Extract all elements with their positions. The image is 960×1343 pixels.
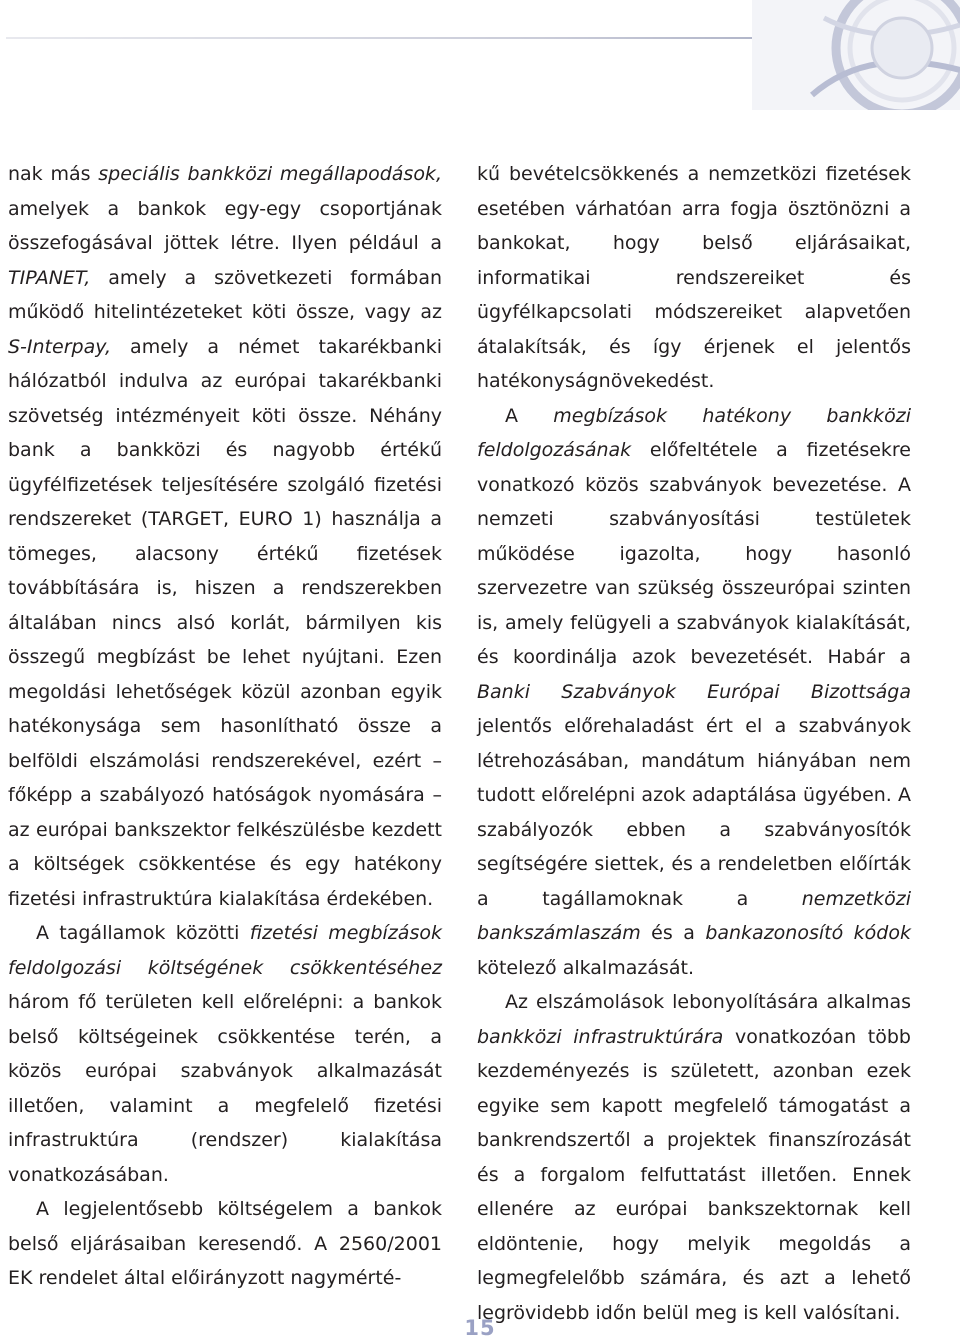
left-text-column: [8, 157, 442, 1296]
right-paragraph-2: A megbízások hatékony bankközi feldolgozásának előfeltétele a fizetésekre vonatkozó közös szabványok bevezetése. A nemzeti szabványosítási testületek működése igazolta, hogy hasonló szervezetre van szükség összeurópai szinten is, amely felügyeli a szabványok kialakítását, és koordinálja azok bevezetését. Habár a Banki Szabványok Európai Bizottsága jelentős előrehaladást ért el a szabványok létrehozásában, mandátum hiányában nem tudott előrelépni azok adaptálása ügyében. A szabályozók ebben a szabványosítók segítségére siettek, és a rendeletben előírták a tagállamoknak a nemzetközi bankszámlaszám és a bankazonosító kódok kötelező alkalmazását.: [477, 404, 911, 979]
right-paragraph-3: Az elszámolások lebonyolítására alkalmas bankközi infrastruktúrára vonatkozóan több kezdeményezés is született, azonban ezek egyike sem kapott megfelelő támogatást a bankrendszertől a projektek finanszírozását és a forgalom felfuttatást illetően. Ennek ellenére az európai bankszektornak kell eldöntenie, hogy melyik megoldás a legmegfelelőbb számára, és azt a lehető legrövidebb időn belül meg is kell valósítani.: [477, 991, 911, 1324]
right-paragraph-1: kű bevételcsökkenés a nemzetközi fizetések esetében várhatóan arra fogja ösztönözni a bankokat, hogy belső eljárásaikat, informatikai rendszereiket és ügyfélkapcsolati módszereiket alapvetően átalakítsák, és így érjenek el jelentős hatékonyságnövekedést.: [477, 163, 911, 392]
left-paragraph-3: A legjelentősebb költségelem a bankok belső eljárásaiban keresendő. A 2560/2001 EK rendelet által előirányzott nagymérté-: [8, 1198, 442, 1289]
left-paragraph-1: nak más speciális bankközi megállapodások, amelyek a bankok egy-egy csoportjának összefogásával jöttek létre. Ilyen például a TIPANET, amely a szövetkezeti formában működő hitelintézeteket köti össze, vagy az S-Interpay, amely a német takarékbanki hálózatból indulva az európai takarékbanki szövetség intézményeit köti össze. Néhány bank a bankközi és nagyobb értékű ügyfélfizetések teljesítésére szolgáló fizetési rendszereket (TARGET, EURO 1) használja a tömeges, alacsony értékű fizetések továbbítására is, hiszen a rendszerekben általában nincs alsó korlát, bármilyen kis összegű megbízást be lehet nyújtani. Ezen megoldási lehetőségek közül azonban egyik hatékonysága sem hasonlítható össze a belföldi elszámolási rendszerekével, ezért – főképp a szabályozó hatóságok nyomására – az európai bankszektor felkészülésbe kezdett a költségek csökkentése és egy hatékony fizetési infrastruktúra kialakítása érdekében.: [8, 163, 442, 910]
right-text-column: [477, 157, 911, 1330]
header-rule: [6, 37, 786, 39]
left-paragraph-2: A tagállamok közötti fizetési megbízások feldolgozási költségének csökkentéséhez három fő területen kell előrelépni: a bankok belső költségeinek csökkentése terén, a közös európai szabványok alkalmazását illetően, valamint a megfelelő fizetési infrastruktúra (rendszer) kialakítása vonatkozásában.: [8, 922, 442, 1186]
logo-emblem: [752, 0, 960, 110]
page-number: 15: [464, 1316, 496, 1340]
